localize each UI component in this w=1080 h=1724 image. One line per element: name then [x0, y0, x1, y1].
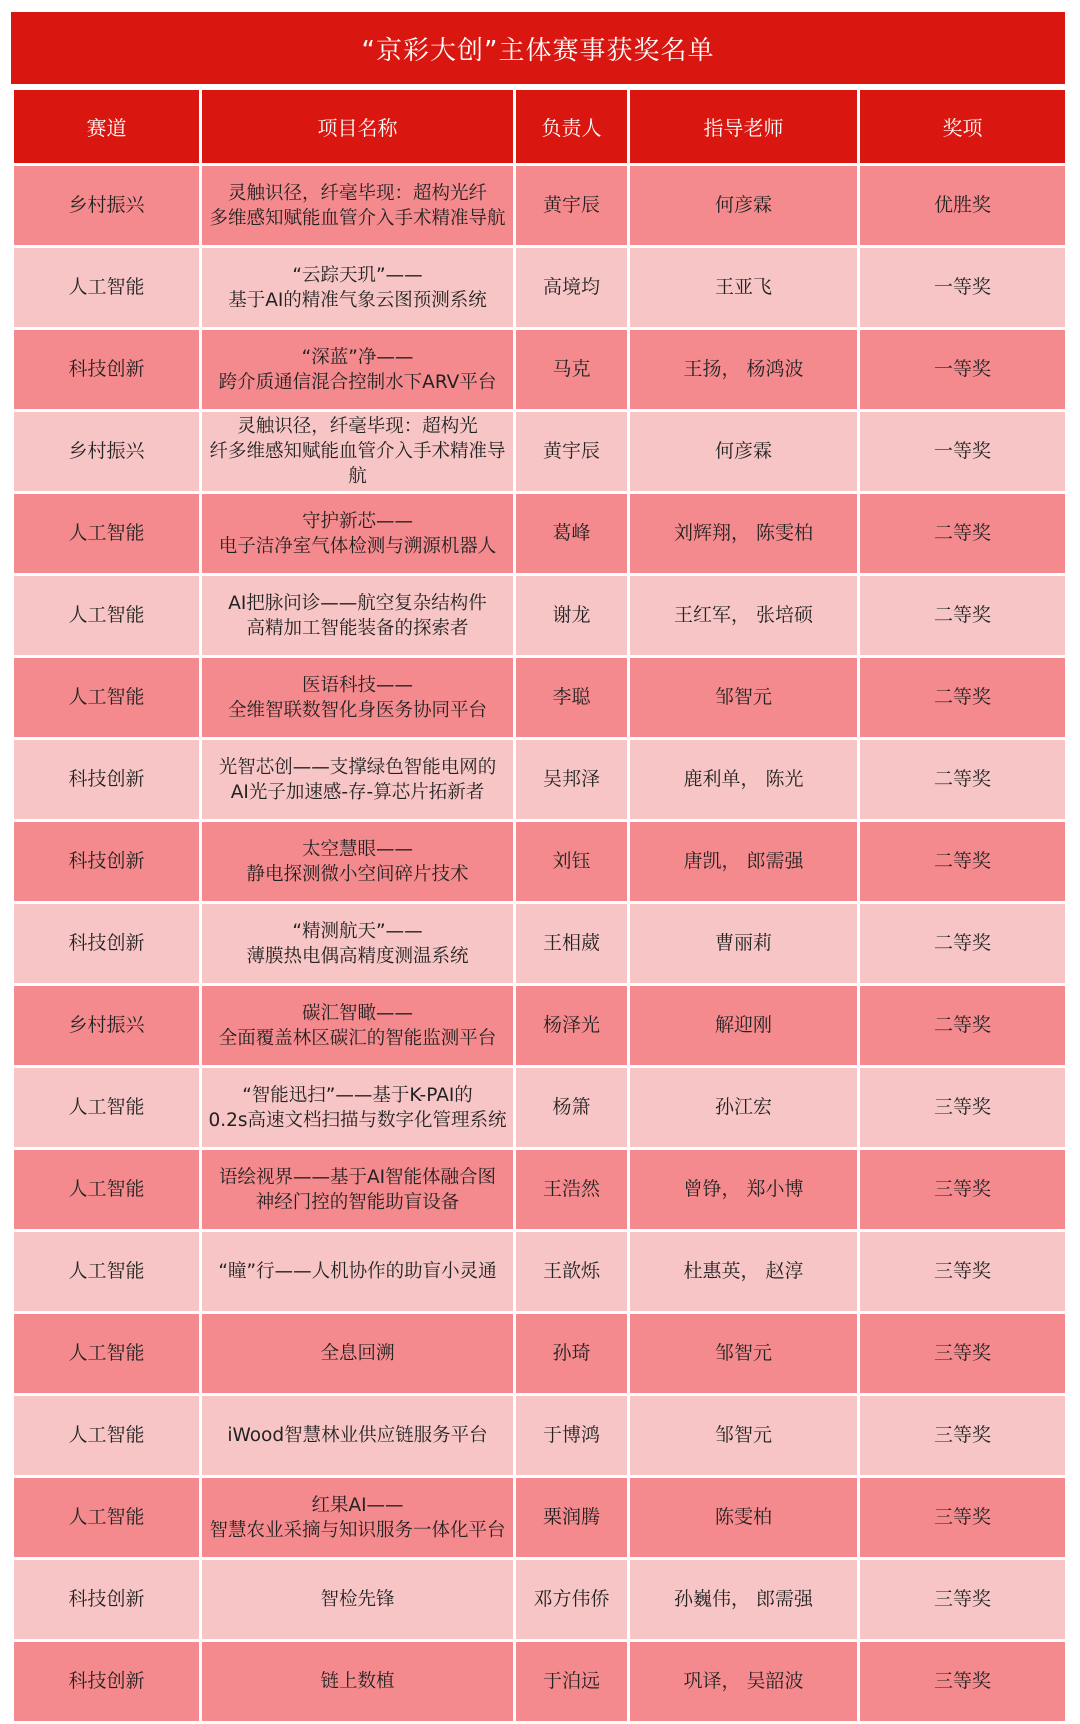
cell-track: 人工智能 [13, 575, 201, 657]
cell-leader: 王相葳 [515, 903, 629, 985]
cell-leader: 王浩然 [515, 1149, 629, 1231]
project-name-line: 神经门控的智能助盲设备 [255, 1191, 460, 1213]
cell-leader: 杨箫 [515, 1067, 629, 1149]
cell-track: 人工智能 [13, 1231, 201, 1313]
cell-advisor: 王亚飞 [629, 247, 859, 329]
cell-project [201, 985, 515, 1067]
document-title: “京彩大创”主体赛事获奖名单 [11, 12, 1065, 87]
cell-track: 科技创新 [13, 903, 201, 985]
cell-award: 三等奖 [859, 1067, 1067, 1149]
cell-advisor: 解迎刚 [629, 985, 859, 1067]
cell-advisor: 王红军， 张培硕 [629, 575, 859, 657]
cell-award: 二等奖 [859, 985, 1067, 1067]
table-body [13, 165, 1067, 1723]
project-name-line: 守护新芯—— [301, 510, 413, 532]
table-row [13, 1559, 1067, 1641]
cell-project [201, 575, 515, 657]
cell-track: 人工智能 [13, 1313, 201, 1395]
cell-project [201, 821, 515, 903]
award-table [11, 87, 1068, 1724]
cell-advisor: 孙巍伟， 郎需强 [629, 1559, 859, 1641]
project-name-line: 智慧农业采摘与知识服务一体化平台 [209, 1519, 506, 1541]
cell-track: 科技创新 [13, 821, 201, 903]
project-name-line: 电子洁净室气体检测与溯源机器人 [218, 535, 497, 557]
project-name-line: “瞳”行——人机协作的助盲小灵通 [218, 1261, 497, 1282]
cell-advisor: 何彦霖 [629, 165, 859, 247]
project-name-line: 静电探测微小空间碎片技术 [246, 863, 469, 885]
cell-advisor: 陈雯柏 [629, 1477, 859, 1559]
cell-track: 科技创新 [13, 739, 201, 821]
cell-track: 乡村振兴 [13, 411, 201, 493]
cell-track: 人工智能 [13, 1395, 201, 1477]
cell-award: 一等奖 [859, 247, 1067, 329]
award-list-document [8, 12, 1068, 1724]
project-name-line: 全面覆盖林区碳汇的智能监测平台 [218, 1027, 497, 1049]
header-project: 项目名称 [201, 89, 515, 165]
cell-project [201, 1477, 515, 1559]
cell-advisor: 杜惠英， 赵淳 [629, 1231, 859, 1313]
cell-advisor: 曾铮， 郑小博 [629, 1149, 859, 1231]
cell-project [201, 1395, 515, 1477]
cell-track: 科技创新 [13, 1559, 201, 1641]
cell-advisor: 邹智元 [629, 1395, 859, 1477]
table-row [13, 165, 1067, 247]
cell-track: 人工智能 [13, 1477, 201, 1559]
cell-advisor: 曹丽莉 [629, 903, 859, 985]
cell-award: 一等奖 [859, 411, 1067, 493]
cell-award: 二等奖 [859, 739, 1067, 821]
project-name-line: 高精加工智能装备的探索者 [246, 617, 469, 639]
cell-leader: 葛峰 [515, 493, 629, 575]
project-name-line: “智能迅扫”——基于K-PAI的 [242, 1084, 473, 1106]
table-row [13, 247, 1067, 329]
cell-award: 二等奖 [859, 903, 1067, 985]
project-name-line: 太空慧眼—— [301, 838, 413, 860]
header-award: 奖项 [859, 89, 1067, 165]
project-name-line: 智检先锋 [320, 1589, 395, 1610]
cell-track: 人工智能 [13, 247, 201, 329]
cell-award: 三等奖 [859, 1395, 1067, 1477]
table-row [13, 1067, 1067, 1149]
project-name-line: 链上数植 [320, 1671, 395, 1692]
cell-advisor: 孙江宏 [629, 1067, 859, 1149]
cell-award: 一等奖 [859, 329, 1067, 411]
project-name-line: 医语科技—— [301, 674, 413, 696]
project-name-line: 灵触识径，纤毫毕现：超构光 [237, 416, 478, 437]
project-name-line: AI光子加速感-存-算芯片拓新者 [230, 781, 485, 803]
project-name-line: 全维智联数智化身医务协同平台 [227, 699, 487, 721]
cell-project [201, 657, 515, 739]
cell-award: 优胜奖 [859, 165, 1067, 247]
project-name-line: 跨介质通信混合控制水下ARV平台 [218, 371, 497, 393]
project-name-line: “深蓝”净—— [301, 346, 414, 368]
cell-leader: 栗润腾 [515, 1477, 629, 1559]
cell-leader: 黄宇辰 [515, 165, 629, 247]
project-name-line: 光智芯创——支撑绿色智能电网的 [218, 756, 497, 778]
cell-track: 人工智能 [13, 1067, 201, 1149]
cell-award: 三等奖 [859, 1559, 1067, 1641]
header-leader: 负责人 [515, 89, 629, 165]
cell-project [201, 1067, 515, 1149]
table-row [13, 493, 1067, 575]
cell-track: 乡村振兴 [13, 165, 201, 247]
table-row [13, 821, 1067, 903]
cell-award: 二等奖 [859, 493, 1067, 575]
cell-advisor: 刘辉翔， 陈雯柏 [629, 493, 859, 575]
cell-project [201, 739, 515, 821]
project-name-line: 全息回溯 [320, 1343, 395, 1364]
table-row [13, 985, 1067, 1067]
table-row [13, 411, 1067, 493]
cell-award: 二等奖 [859, 821, 1067, 903]
cell-leader: 王歆烁 [515, 1231, 629, 1313]
project-name-line: 航 [348, 466, 367, 487]
table-row [13, 1641, 1067, 1723]
cell-project [201, 1641, 515, 1723]
cell-project [201, 493, 515, 575]
header-row [13, 89, 1067, 165]
table-row [13, 575, 1067, 657]
cell-project [201, 1149, 515, 1231]
cell-track: 科技创新 [13, 329, 201, 411]
cell-leader: 于泊远 [515, 1641, 629, 1723]
table-row [13, 1149, 1067, 1231]
table-row [13, 739, 1067, 821]
project-name-line: “云踪天玑”—— [292, 264, 423, 286]
cell-advisor: 唐凯， 郎需强 [629, 821, 859, 903]
cell-award: 三等奖 [859, 1149, 1067, 1231]
cell-advisor: 王扬， 杨鸿波 [629, 329, 859, 411]
cell-project [201, 1559, 515, 1641]
cell-project [201, 411, 515, 493]
project-name-line: 多维感知赋能血管介入手术精准导航 [209, 207, 506, 229]
project-name-line: 语绘视界——基于AI智能体融合图 [218, 1166, 497, 1188]
table-row [13, 1231, 1067, 1313]
project-name-line: iWood智慧林业供应链服务平台 [227, 1425, 488, 1446]
cell-project [201, 1313, 515, 1395]
cell-project [201, 165, 515, 247]
cell-award: 三等奖 [859, 1231, 1067, 1313]
cell-leader: 谢龙 [515, 575, 629, 657]
cell-advisor: 巩译， 吴韶波 [629, 1641, 859, 1723]
project-name-line: 基于AI的精准气象云图预测系统 [228, 289, 487, 311]
table-row [13, 329, 1067, 411]
cell-track: 人工智能 [13, 657, 201, 739]
cell-leader: 孙琦 [515, 1313, 629, 1395]
cell-project [201, 903, 515, 985]
project-name-line: 0.2s高速文档扫描与数字化管理系统 [208, 1109, 507, 1131]
cell-track: 科技创新 [13, 1641, 201, 1723]
header-advisor: 指导老师 [629, 89, 859, 165]
cell-advisor: 邹智元 [629, 1313, 859, 1395]
cell-project [201, 1231, 515, 1313]
project-name-line: “精测航天”—— [292, 920, 423, 942]
cell-leader: 吴邦泽 [515, 739, 629, 821]
table-row [13, 657, 1067, 739]
cell-track: 人工智能 [13, 493, 201, 575]
cell-project [201, 329, 515, 411]
project-name-line: 纤多维感知赋能血管介入手术精准导 [209, 441, 506, 462]
cell-award: 二等奖 [859, 575, 1067, 657]
table-row [13, 1395, 1067, 1477]
cell-advisor: 何彦霖 [629, 411, 859, 493]
cell-leader: 邓方伟侨 [515, 1559, 629, 1641]
cell-track: 人工智能 [13, 1149, 201, 1231]
cell-advisor: 鹿利单， 陈光 [629, 739, 859, 821]
table-header [13, 89, 1067, 165]
cell-leader: 杨泽光 [515, 985, 629, 1067]
project-name-line: 灵触识径，纤毫毕现：超构光纤 [227, 182, 487, 204]
cell-track: 乡村振兴 [13, 985, 201, 1067]
cell-leader: 刘钰 [515, 821, 629, 903]
table-row [13, 903, 1067, 985]
project-name-line: 红果AI—— [311, 1494, 404, 1516]
project-name-line: AI把脉问诊——航空复杂结构件 [228, 592, 487, 614]
cell-leader: 黄宇辰 [515, 411, 629, 493]
cell-award: 三等奖 [859, 1477, 1067, 1559]
cell-award: 二等奖 [859, 657, 1067, 739]
table-row [13, 1313, 1067, 1395]
cell-leader: 高境均 [515, 247, 629, 329]
cell-award: 三等奖 [859, 1313, 1067, 1395]
project-name-line: 碳汇智瞰—— [301, 1002, 413, 1024]
cell-leader: 于博鸿 [515, 1395, 629, 1477]
cell-advisor: 邹智元 [629, 657, 859, 739]
cell-project [201, 247, 515, 329]
cell-leader: 李聪 [515, 657, 629, 739]
table-row [13, 1477, 1067, 1559]
project-name-line: 薄膜热电偶高精度测温系统 [246, 945, 469, 967]
cell-award: 三等奖 [859, 1641, 1067, 1723]
cell-leader: 马克 [515, 329, 629, 411]
header-track: 赛道 [13, 89, 201, 165]
